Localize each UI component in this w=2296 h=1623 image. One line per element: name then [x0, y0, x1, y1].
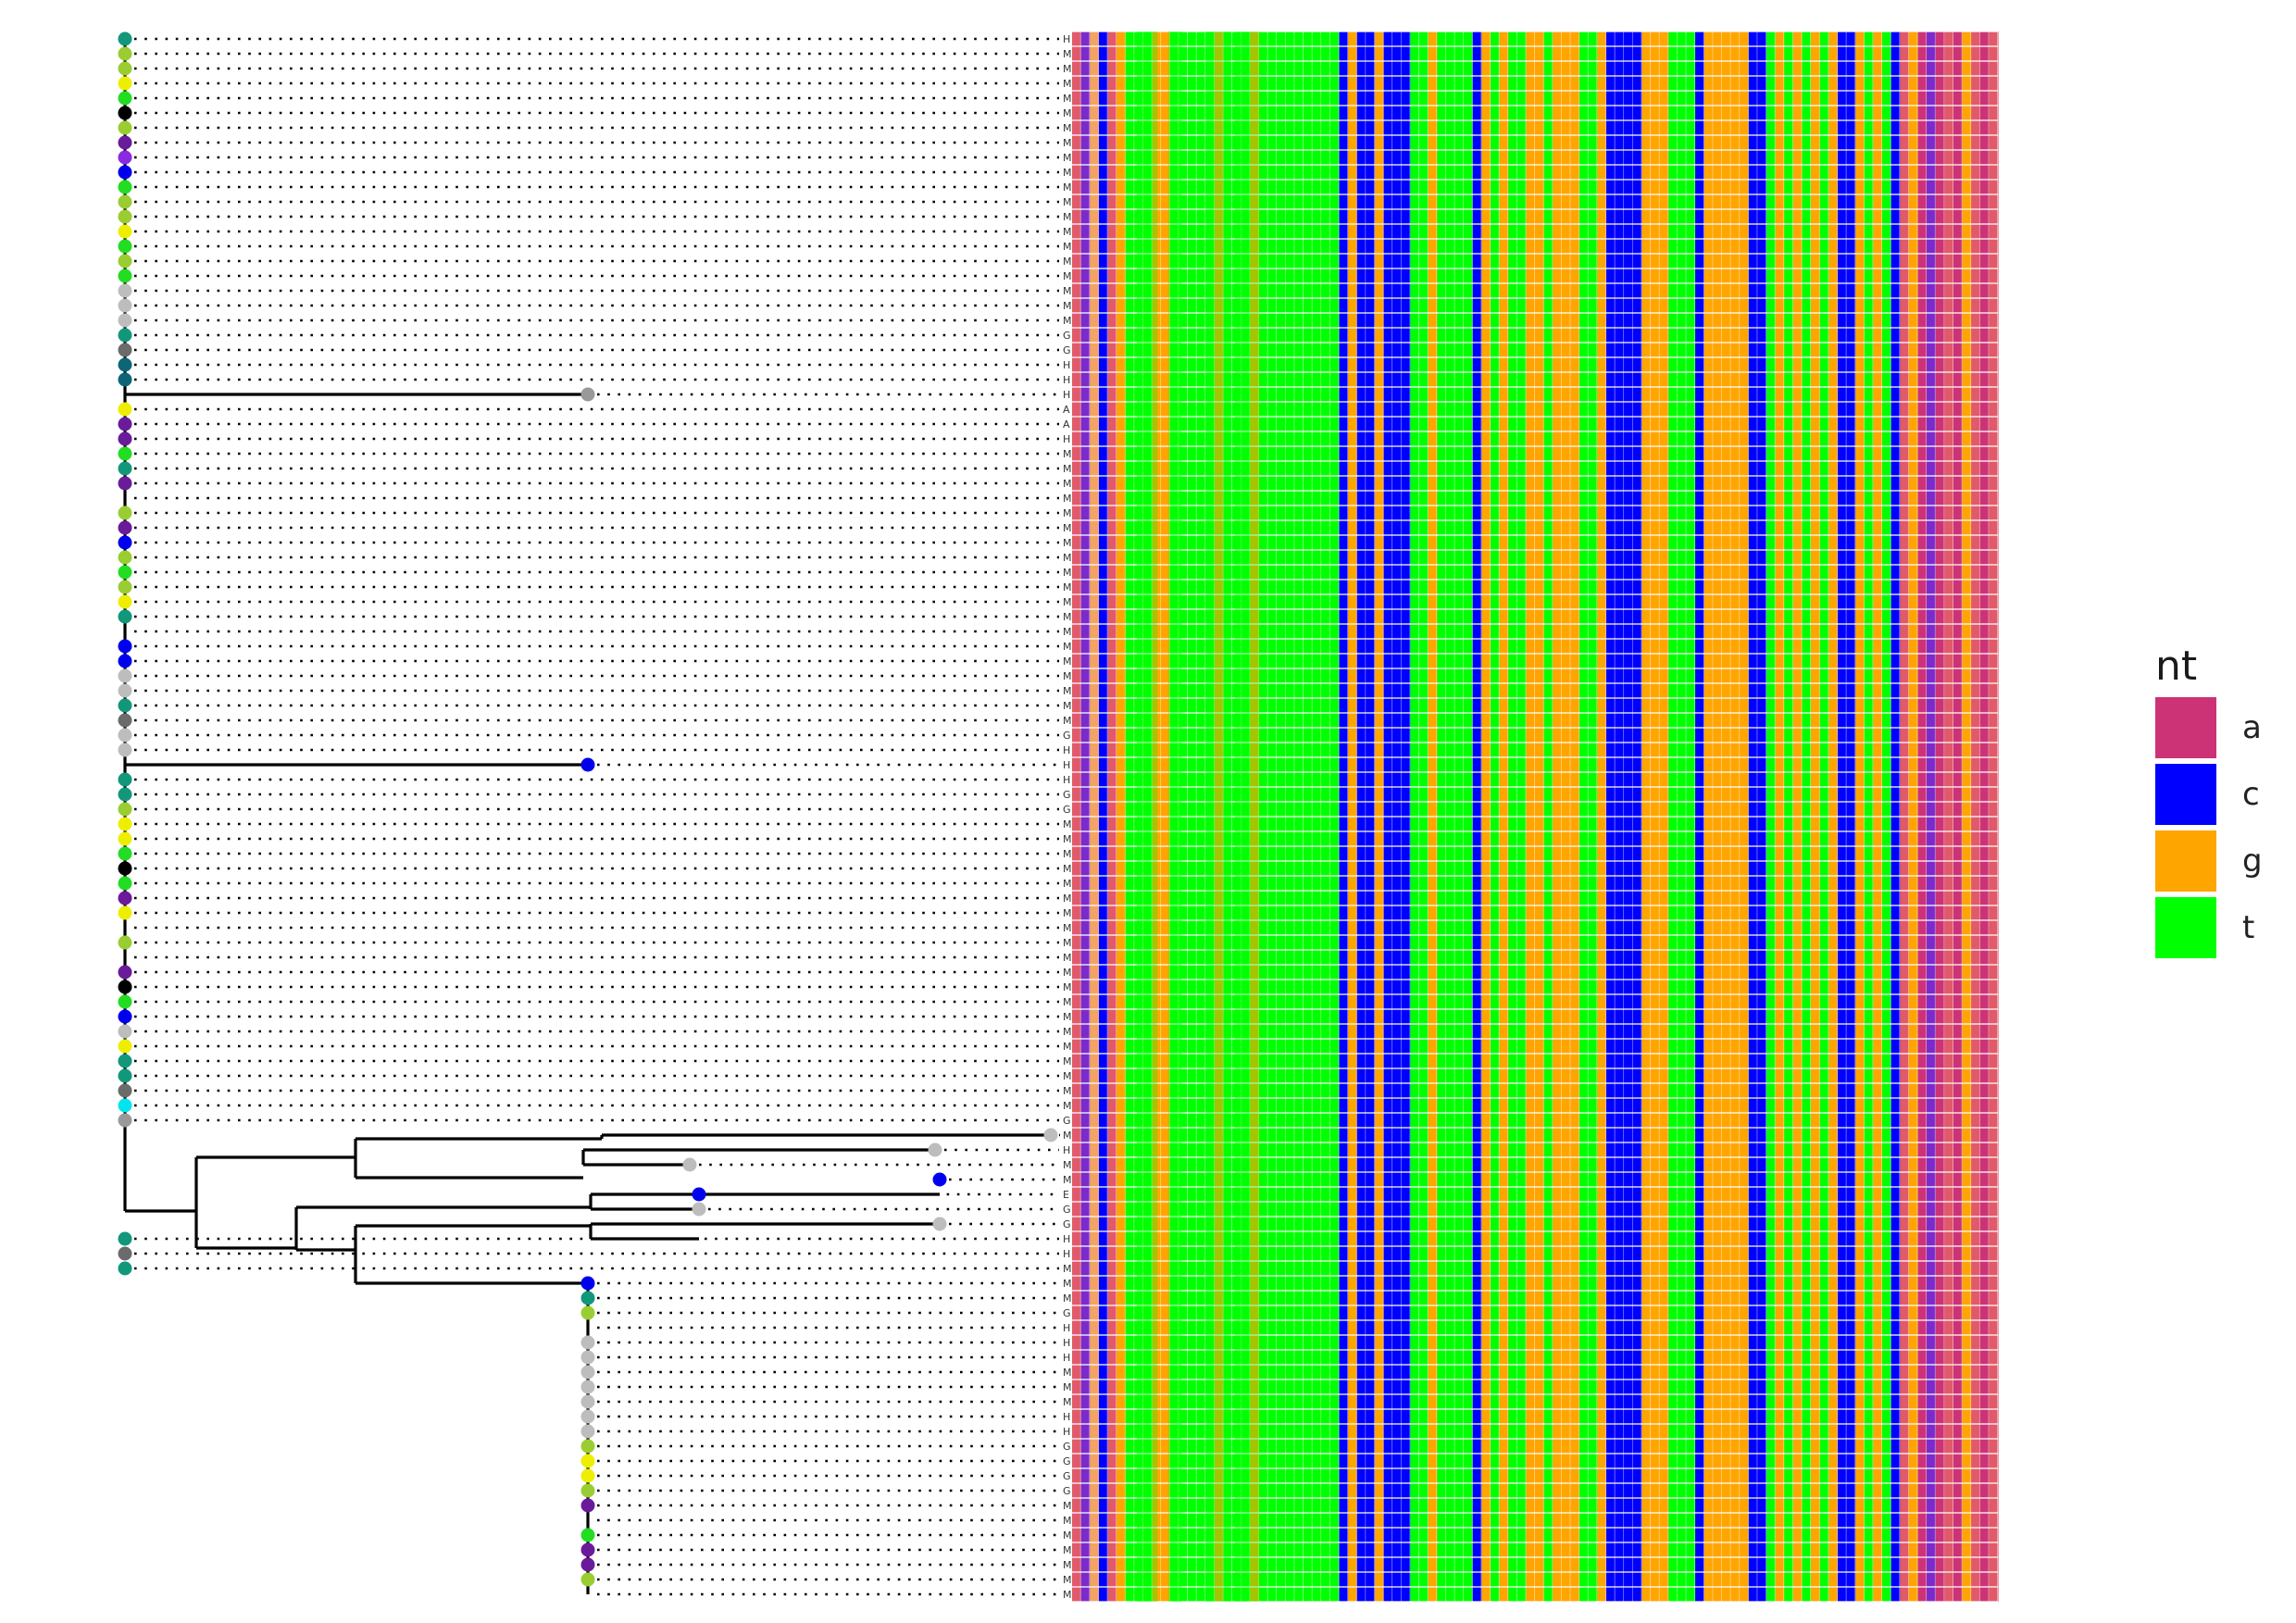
tip-point [119, 462, 132, 476]
tip-label: G [1063, 1115, 1071, 1127]
tip-point [119, 788, 132, 802]
tip-point [119, 195, 132, 209]
tip-label: M [1063, 878, 1072, 890]
tip-label: M [1063, 1574, 1072, 1586]
tip-point [119, 743, 132, 757]
tip-point [119, 151, 132, 165]
tip-point [581, 1336, 595, 1350]
tip-point [693, 1203, 706, 1217]
tip-point [119, 92, 132, 106]
tip-label: M [1063, 552, 1072, 564]
tip-label: G [1063, 1307, 1071, 1319]
tip-label: M [1063, 1515, 1072, 1527]
msa-heatmap [1072, 31, 1999, 1602]
tip-label: M [1063, 1100, 1072, 1112]
tip-labels [1063, 33, 1072, 1601]
tip-point [119, 773, 132, 787]
tip-point [581, 1440, 595, 1454]
legend-item-g [2155, 828, 2285, 894]
tip-label: M [1063, 1500, 1072, 1512]
tip-label: M [1063, 137, 1072, 149]
tip-point [581, 1469, 595, 1483]
tip-label: M [1063, 833, 1072, 845]
tip-label: H [1063, 1233, 1071, 1245]
tip-point [119, 818, 132, 831]
tip-label: M [1063, 611, 1072, 623]
tip-label: H [1063, 759, 1071, 771]
msa-variation-band [1168, 31, 1181, 1602]
tip-point [119, 1084, 132, 1098]
tip-point [119, 995, 132, 1009]
tip-point [119, 225, 132, 239]
msa-variation-band [1137, 31, 1157, 1602]
tip-label: M [1063, 48, 1072, 60]
tip-label: G [1063, 1218, 1071, 1230]
tip-point [119, 136, 132, 150]
tip-label: M [1063, 685, 1072, 697]
tip-point [119, 669, 132, 683]
tip-point [581, 1529, 595, 1542]
legend-swatch-t [2155, 897, 2216, 958]
tip-label: G [1063, 789, 1071, 801]
tip-label: G [1063, 730, 1071, 742]
tip-label: M [1063, 1381, 1072, 1393]
tip-point [1044, 1129, 1058, 1142]
tip-point [581, 1425, 595, 1439]
tip-label: M [1063, 152, 1072, 164]
tip-point [119, 373, 132, 387]
tip-label: M [1063, 1174, 1072, 1186]
msa-variation-band [1235, 31, 1259, 1602]
tip-label: M [1063, 448, 1072, 460]
tip-label: M [1063, 626, 1072, 638]
tip-label: M [1063, 1396, 1072, 1408]
tip-label: M [1063, 478, 1072, 490]
tip-label: M [1063, 507, 1072, 519]
tip-point [119, 595, 132, 609]
tip-point [581, 1410, 595, 1424]
tip-label: M [1063, 893, 1072, 905]
tip-point [119, 536, 132, 550]
tip-label: M [1063, 1070, 1072, 1082]
tip-point [119, 210, 132, 224]
tip-connector-dots [134, 39, 1060, 1594]
tip-point [119, 1114, 132, 1128]
tip-point [119, 432, 132, 446]
tip-label: M [1063, 967, 1072, 979]
tip-point [119, 418, 132, 431]
tip-point [119, 729, 132, 743]
tip-label: M [1063, 567, 1072, 579]
tip-label: M [1063, 315, 1072, 327]
tip-label: M [1063, 581, 1072, 593]
tip-point [119, 610, 132, 624]
tip-point [119, 684, 132, 698]
tip-label: M [1063, 211, 1072, 223]
tip-point [119, 447, 132, 461]
tip-label: G [1063, 1455, 1071, 1467]
tip-point [119, 906, 132, 920]
tip-point [933, 1217, 947, 1231]
tip-point [119, 343, 132, 357]
tip-label: M [1063, 1041, 1072, 1053]
tip-label: M [1063, 537, 1072, 549]
tip-point [119, 521, 132, 535]
tip-label: M [1063, 241, 1072, 253]
tip-label: G [1063, 1204, 1071, 1216]
tip-point [119, 106, 132, 120]
tip-label: M [1063, 78, 1072, 90]
tip-label: M [1063, 1026, 1072, 1038]
tip-label: M [1063, 1085, 1072, 1097]
legend-item-c [2155, 761, 2285, 828]
tip-label: M [1063, 1263, 1072, 1275]
tip-label: A [1063, 404, 1070, 416]
tip-point [119, 32, 132, 46]
tip-label: G [1063, 344, 1071, 356]
tip-label: M [1063, 122, 1072, 134]
tip-point [581, 758, 595, 772]
tip-label: M [1063, 522, 1072, 534]
tip-point [581, 1292, 595, 1305]
tip-label: M [1063, 641, 1072, 653]
tip-label: M [1063, 1159, 1072, 1171]
tip-label: M [1063, 1544, 1072, 1556]
tip-point [581, 1277, 595, 1291]
tip-label: M [1063, 937, 1072, 949]
tip-label: M [1063, 463, 1072, 475]
tip-label: M [1063, 285, 1072, 297]
tip-label: H [1063, 774, 1071, 786]
tip-point [119, 121, 132, 135]
tip-label: M [1063, 596, 1072, 608]
legend-item-t [2155, 894, 2285, 961]
tip-label: M [1063, 181, 1072, 194]
tip-point [119, 403, 132, 417]
tip-point [119, 566, 132, 580]
tip-point [119, 269, 132, 283]
tip-label: M [1063, 952, 1072, 964]
tip-point [119, 699, 132, 713]
tip-label: M [1063, 818, 1072, 830]
tip-label: H [1063, 1337, 1071, 1349]
tip-point [119, 166, 132, 180]
tip-label: M [1063, 655, 1072, 668]
tip-point [119, 1010, 132, 1024]
tip-label: H [1063, 389, 1071, 401]
tip-point [119, 314, 132, 328]
tip-point [119, 1099, 132, 1113]
tip-label: M [1063, 196, 1072, 208]
tip-label: M [1063, 1278, 1072, 1290]
tip-label: M [1063, 863, 1072, 875]
tip-point [581, 1366, 595, 1380]
legend-swatch-g [2155, 830, 2216, 892]
tip-label: M [1063, 93, 1072, 105]
tip-point [119, 655, 132, 668]
tip-point [119, 936, 132, 950]
tip-label: G [1063, 330, 1071, 342]
tip-label: M [1063, 715, 1072, 727]
tip-point [119, 1025, 132, 1039]
tip-label: M [1063, 1529, 1072, 1542]
legend-label-t: t [2242, 909, 2255, 946]
tip-point [581, 1558, 595, 1572]
tip-point [119, 832, 132, 846]
tip-point [581, 1380, 595, 1394]
tip-point [119, 255, 132, 268]
tip-label: H [1063, 1352, 1071, 1364]
tip-label: H [1063, 744, 1071, 756]
tip-label: G [1063, 1485, 1071, 1497]
tip-point [119, 477, 132, 491]
tip-label: H [1063, 359, 1071, 371]
tip-point [119, 62, 132, 76]
tip-point [119, 1247, 132, 1261]
tip-label: H [1063, 1248, 1071, 1260]
tip-point [119, 240, 132, 254]
tip-point [933, 1173, 947, 1187]
tip-label: H [1063, 1322, 1071, 1334]
legend [2155, 639, 2285, 961]
tip-point [581, 388, 595, 402]
tip-label: M [1063, 700, 1072, 712]
legend-title: nt [2155, 643, 2198, 690]
tip-label: M [1063, 493, 1072, 505]
tip-label: H [1063, 1426, 1071, 1438]
tip-label: M [1063, 270, 1072, 282]
tip-point [119, 329, 132, 343]
tip-point [119, 181, 132, 194]
tip-label: M [1063, 256, 1072, 268]
tip-point [119, 77, 132, 91]
tip-label: M [1063, 1292, 1072, 1305]
tip-point [581, 1351, 595, 1365]
tip-label: M [1063, 670, 1072, 682]
tip-label: H [1063, 374, 1071, 386]
tip-label: M [1063, 300, 1072, 312]
tip-point [119, 551, 132, 565]
tip-label: M [1063, 63, 1072, 75]
tip-label: M [1063, 1367, 1072, 1379]
tip-label: G [1063, 1441, 1071, 1453]
tip-label: G [1063, 1470, 1071, 1482]
tip-label: E [1063, 1189, 1069, 1201]
tip-label: M [1063, 1130, 1072, 1142]
tip-label: M [1063, 922, 1072, 934]
tip-point [581, 1484, 595, 1498]
tip-point [119, 640, 132, 654]
tip-point [581, 1395, 595, 1409]
tip-label: M [1063, 907, 1072, 919]
tip-point [119, 892, 132, 905]
tip-label: M [1063, 981, 1072, 993]
tip-point [119, 847, 132, 861]
legend-label-g: g [2242, 843, 2263, 880]
legend-swatch-c [2155, 764, 2216, 825]
tip-label: M [1063, 1559, 1072, 1571]
tip-point [581, 1573, 595, 1587]
tip-label: M [1063, 1055, 1072, 1067]
tip-label: M [1063, 1589, 1072, 1601]
tip-point [119, 284, 132, 298]
msa-variation-band [1205, 31, 1231, 1602]
tip-label: H [1063, 433, 1071, 445]
tip-label: A [1063, 418, 1070, 431]
tip-point [693, 1188, 706, 1202]
tip-point [581, 1543, 595, 1557]
tip-point [119, 803, 132, 817]
tip-point [119, 862, 132, 876]
tip-point [119, 506, 132, 520]
tip-point [683, 1158, 697, 1172]
tip-point [119, 1069, 132, 1083]
tip-point [929, 1143, 942, 1157]
legend-label-c: c [2242, 776, 2260, 813]
tip-label: M [1063, 107, 1072, 119]
tip-label: M [1063, 226, 1072, 238]
legend-label-a: a [2242, 709, 2262, 746]
tip-label: H [1063, 1144, 1071, 1156]
tip-label: M [1063, 167, 1072, 179]
tip-point [119, 358, 132, 372]
legend-swatch-a [2155, 697, 2216, 758]
tip-point [119, 714, 132, 728]
tip-label: M [1063, 1011, 1072, 1023]
tip-point [119, 299, 132, 313]
tip-point [119, 1232, 132, 1246]
tip-point [119, 1055, 132, 1068]
legend-item-a [2155, 694, 2285, 761]
tip-label: M [1063, 996, 1072, 1008]
tip-point [119, 47, 132, 61]
tip-point [119, 980, 132, 994]
tip-label: G [1063, 804, 1071, 816]
tip-label: M [1063, 848, 1072, 860]
tip-point [581, 1306, 595, 1320]
tip-point [119, 877, 132, 891]
tip-point [119, 1262, 132, 1276]
tip-point [119, 1040, 132, 1054]
tip-label: H [1063, 1411, 1071, 1423]
tip-point [119, 966, 132, 980]
tip-point [581, 1499, 595, 1513]
tip-label: H [1063, 33, 1071, 45]
tip-point [119, 581, 132, 594]
tip-point [581, 1454, 595, 1468]
